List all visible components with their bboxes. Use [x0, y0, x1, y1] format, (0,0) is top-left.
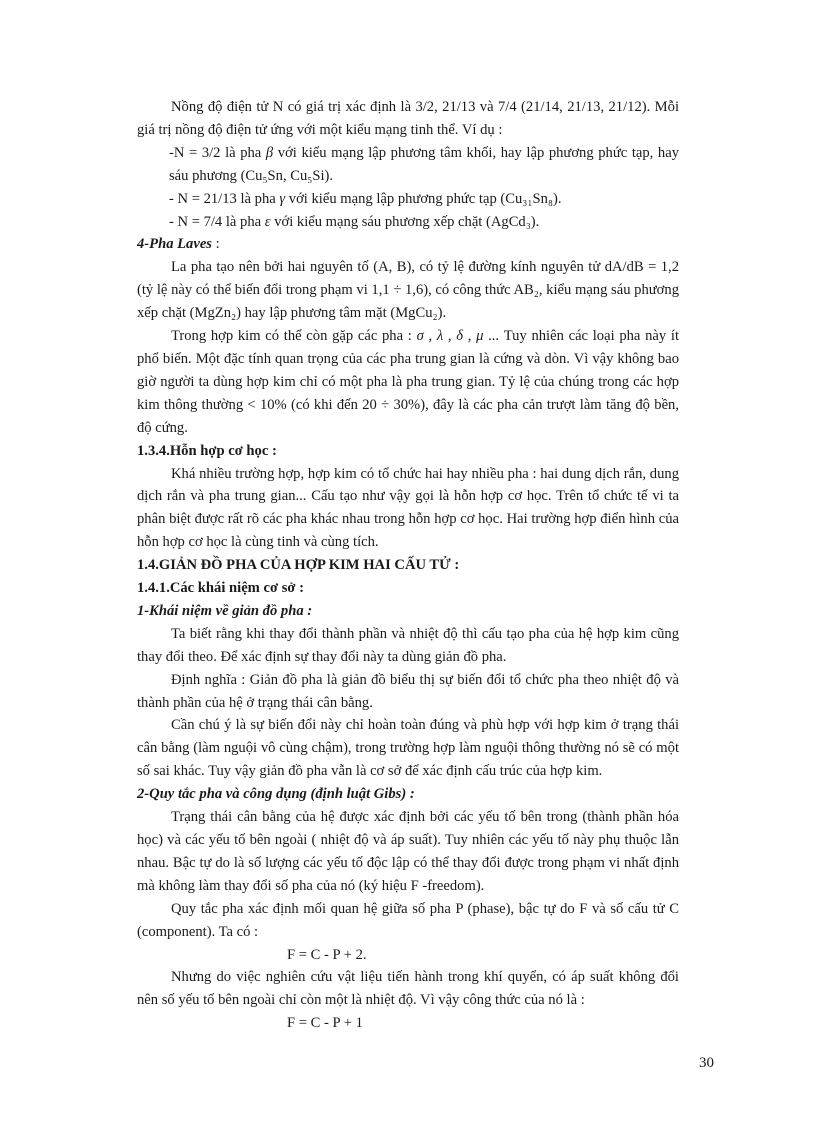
list-item-epsilon-phase [137, 211, 679, 234]
list-item-text: với kiểu mạng sáu phương xếp chặt (AgCd₃). [270, 213, 540, 230]
gamma-symbol: γ [279, 190, 286, 207]
paragraph-equilibrium-note: Cần chú ý là sự biến đổi này chỉ hoàn toàn đúng và phù hợp với hợp kim ở trạng thái cân bằng (làm nguội vô cùng chậm), trong trường hợp làm nguội thông thường nó sẽ có một số sai khác. Tuy vậy giản đồ pha vẫn là cơ sở để xác định cấu trúc của hợp kim. [137, 717, 679, 780]
page-body [137, 96, 679, 1035]
heading-phase-diagram-concept: 1-Khái niệm về giản đồ pha : [137, 602, 313, 619]
heading-colon: : [211, 236, 220, 253]
beta-symbol: β [265, 144, 274, 161]
list-item-text: - N = 7/4 là pha [169, 213, 262, 230]
list-item-beta-phase [137, 142, 679, 188]
paragraph-atmosphere: Nhưng do việc nghiên cứu vật liệu tiến hành trong khí quyển, có áp suất không đổi nên số yếu tố bên ngoài chỉ còn một là nhiệt độ. Vì vậy công thức của nó là : [137, 969, 679, 1009]
list-item-text: với kiểu mạng lập phương phức tạp (Cu₃₁Sn₈). [285, 190, 562, 207]
paragraph-electron-concentration: Nồng độ điện tử N có giá trị xác định là 3/2, 21/13 và 7/4 (21/14, 21/13, 21/12). Mỗi giá trị nồng độ điện tử ứng với một kiểu mạng tinh thể. Ví dụ : [137, 99, 679, 138]
heading-mechanical-mixture: 1.3.4.Hỗn hợp cơ học : [137, 442, 277, 459]
heading-basic-concepts: 1.4.1.Các khái niệm cơ sở : [137, 580, 304, 597]
formula-gibbs: F = C - P + 2. [287, 946, 367, 963]
paragraph-definition: Định nghĩa : Giản đồ pha là giản đồ biểu thị sự biến đổi tổ chức pha theo nhiệt độ và thành phần của hệ ở trạng thái cân bằng. [137, 671, 679, 711]
heading-phase-rule: 2-Quy tắc pha và công dụng (định luật Gibs) : [137, 786, 415, 803]
list-item-text: với kiểu mạng lập phương tâm khối, hay lập phương phức tạp, hay sáu phương (Cu₅Sn, Cu₅Si). [169, 144, 679, 184]
paragraph-mechanical-mixture: Khá nhiều trường hợp, hợp kim có tổ chức hai hay nhiều pha : hai dung dịch rắn, dung dịch rắn và pha trung gian... Cấu tạo như vậy gọi là hỗn hợp cơ học. Trên tổ chức tế vi ta phân biệt được rất rõ các pha khác nhau trong hỗn hợp cơ học. Hai trường hợp điển hình của hỗn hợp cơ học là cùng tinh và cùng tích. [137, 465, 679, 551]
page-number: 30 [699, 1055, 714, 1071]
greek-symbols: σ , λ , δ , μ [411, 328, 489, 345]
paragraph-intermediate-phases [137, 325, 679, 440]
paragraph-text: Trong hợp kim có thể còn gặp các pha : [171, 328, 412, 345]
heading-text: 4-Pha Laves [137, 236, 212, 253]
list-item-text: - N = 21/13 là pha [169, 190, 276, 207]
formula-gibbs-reduced: F = C - P + 1 [287, 1015, 363, 1032]
heading-laves-phase [137, 233, 679, 256]
paragraph-equilibrium-state: Trạng thái cân bằng của hệ được xác định bởi các yếu tố bên trong (thành phần hóa học) và các yếu tố bên ngoài ( nhiệt độ và áp suất). Tuy nhiên các yếu tố này phụ thuộc lẫn nhau. Bậc tự do là số lượng các yếu tố độc lập có thể thay đổi được trong phạm vi nhất định mà không làm thay đổi số pha của nó (ký hiệu F -freedom). [137, 809, 679, 894]
paragraph-laves: La pha tạo nên bởi hai nguyên tố (A, B), có tỷ lệ đường kính nguyên tử dA/dB = 1,2 (tỷ lệ này có thể biến đổi trong phạm vi 1,1 ÷ 1,6), có công thức AB₂, kiểu mạng sáu phương xếp chặt (MgZn₂) hay lập phương tâm mặt (MgCu₂). [137, 259, 679, 322]
paragraph-phase-rule: Quy tắc pha xác định mối quan hệ giữa số pha P (phase), bậc tự do F và số cấu tử C (component). Ta có : [137, 900, 679, 940]
paragraph-phase-diagram-intro: Ta biết rằng khi thay đổi thành phần và nhiệt độ thì cấu tạo pha của hệ hợp kim cũng thay đổi theo. Để xác định sự thay đổi này ta dùng giản đồ pha. [137, 625, 679, 665]
list-item-text: -N = 3/2 là pha [169, 144, 262, 161]
heading-phase-diagram: 1.4.GIẢN ĐỒ PHA CỦA HỢP KIM HAI CẤU TỬ : [137, 557, 460, 574]
epsilon-symbol: ε [264, 213, 271, 230]
paragraph-text: ... Tuy nhiên các loại pha này ít phổ biến. Một đặc tính quan trọng của các pha trung gian là cứng và dòn. Vì vậy không bao giờ người ta dùng hợp kim chỉ có một pha là pha trung gian. Tỷ lệ của chúng trong các hợp kim thông thường < 10% (có khi đến 20 ÷ 30%), đây là các pha cản trượt làm tăng độ bền, độ cứng. [137, 328, 679, 436]
list-item-gamma-phase [137, 188, 679, 211]
